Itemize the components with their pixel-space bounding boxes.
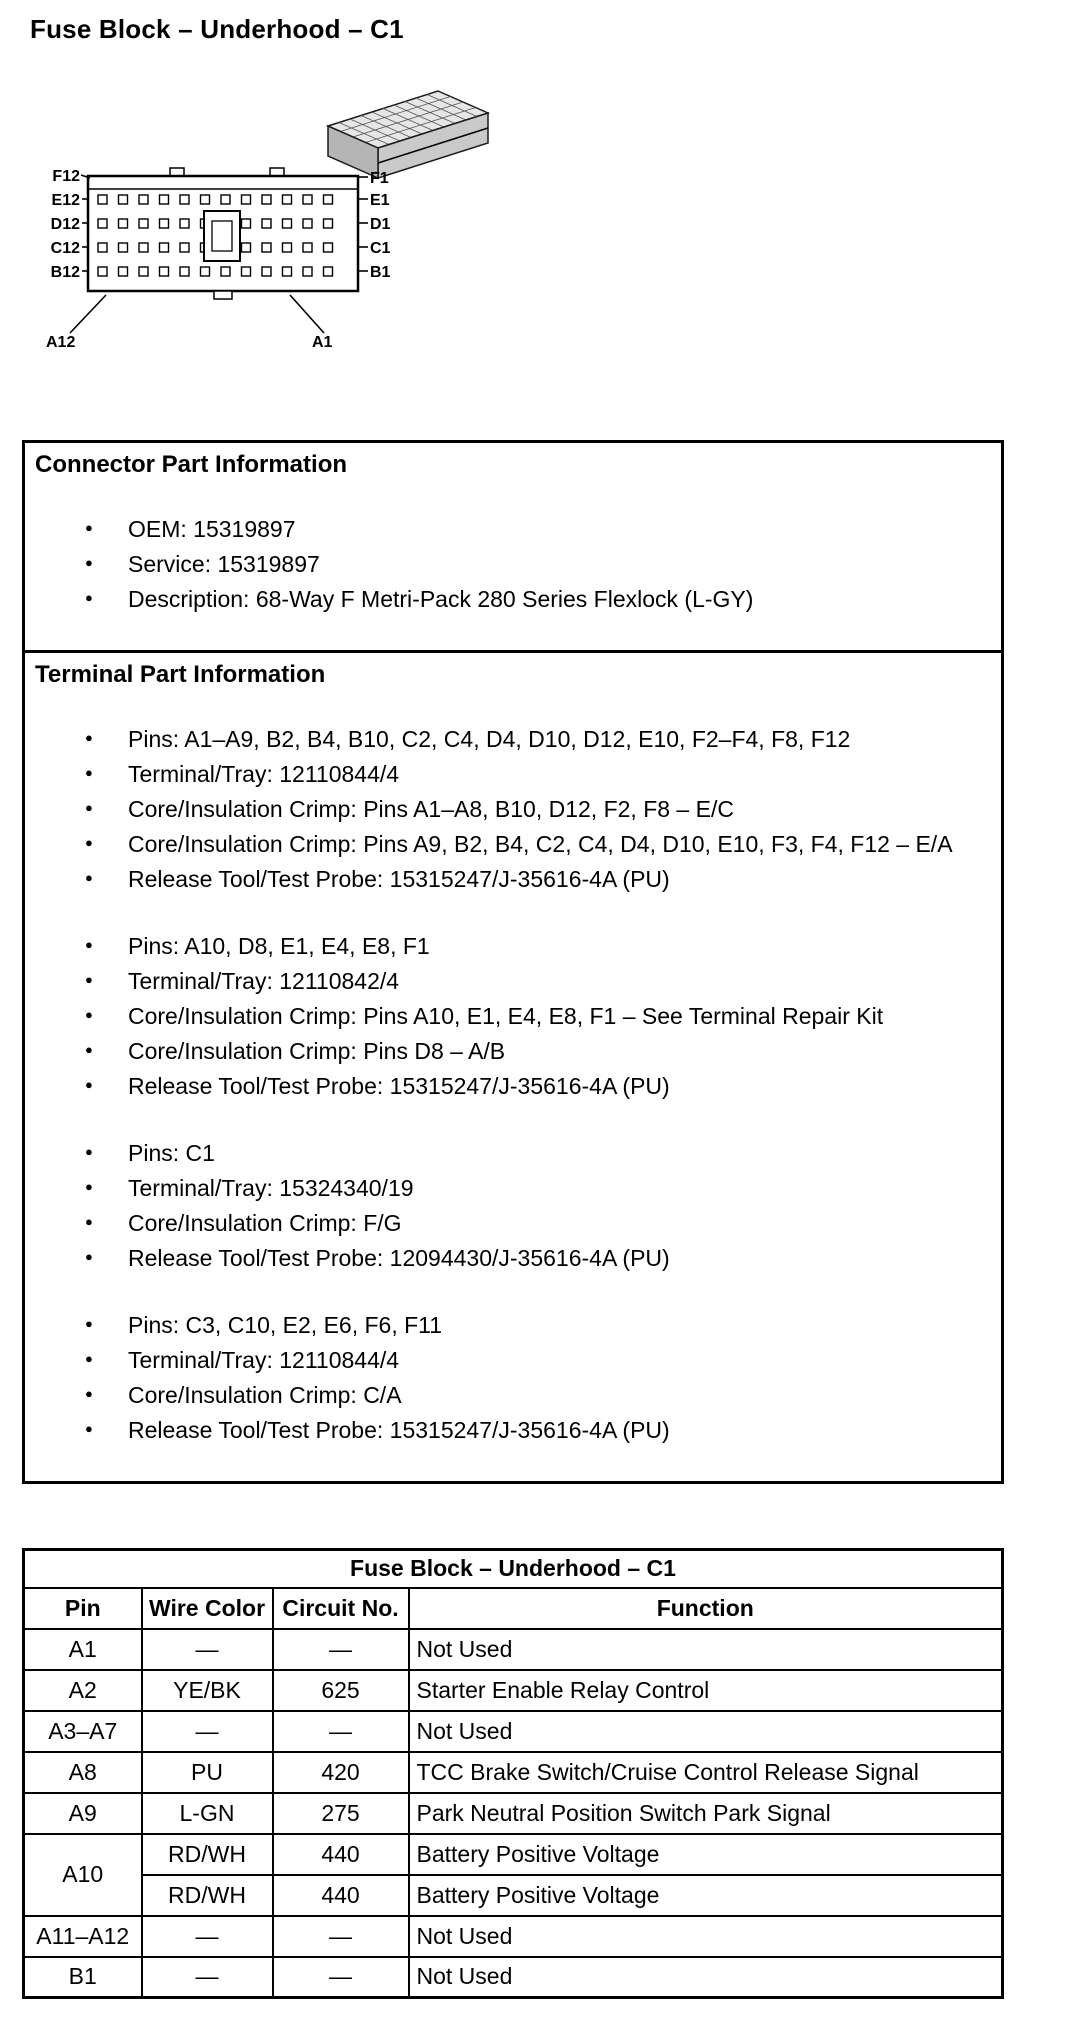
- wire-color-cell: L-GN: [142, 1793, 273, 1834]
- function-cell: Battery Positive Voltage: [409, 1834, 1003, 1875]
- pin-cell: A3–A7: [24, 1711, 142, 1752]
- connector-info-list: [35, 515, 991, 614]
- pin-row-label: C12: [50, 240, 80, 257]
- terminal-info-item: ● Core/Insulation Crimp: Pins A1–A8, B10, D12, F2, F8 – E/C: [35, 795, 991, 824]
- column-header-function: Function: [409, 1588, 1003, 1629]
- connector-diagram-svg: [18, 71, 538, 381]
- terminal-info-item: ● Terminal/Tray: 12110842/4: [35, 967, 991, 996]
- function-cell: TCC Brake Switch/Cruise Control Release Signal: [409, 1752, 1003, 1793]
- pin-cell: A8: [24, 1752, 142, 1793]
- table-row: [24, 1793, 1003, 1834]
- wire-color-cell: RD/WH: [142, 1834, 273, 1875]
- table-row: [24, 1916, 1003, 1957]
- function-cell: Not Used: [409, 1711, 1003, 1752]
- terminal-part-info-section: [25, 650, 1001, 1481]
- circuit-no-cell: —: [273, 1711, 409, 1752]
- table-title: Fuse Block – Underhood – C1: [24, 1550, 1003, 1588]
- terminal-info-item: ● Pins: C1: [35, 1139, 991, 1168]
- terminal-info-item: ● Pins: C3, C10, E2, E6, F6, F11: [35, 1311, 991, 1340]
- pin-row-label: B1: [370, 264, 391, 281]
- terminal-info-item: ● Terminal/Tray: 12110844/4: [35, 1346, 991, 1375]
- terminal-info-item: ● Core/Insulation Crimp: C/A: [35, 1381, 991, 1410]
- connector-info-item: ● OEM: 15319897: [35, 515, 991, 544]
- terminal-info-group: [35, 1311, 991, 1445]
- pin-row-label: E12: [51, 192, 80, 209]
- terminal-info-item: ● Core/Insulation Crimp: Pins A9, B2, B4, C2, C4, D4, D10, E10, F3, F4, F12 – E/A: [35, 830, 991, 859]
- pin-cell: A2: [24, 1670, 142, 1711]
- terminal-info-item: ● Release Tool/Test Probe: 15315247/J-35616-4A (PU): [35, 1072, 991, 1101]
- section-heading: Connector Part Information: [35, 451, 348, 478]
- pinout-table: [22, 1548, 1004, 1999]
- circuit-no-cell: 440: [273, 1875, 409, 1916]
- circuit-no-cell: —: [273, 1916, 409, 1957]
- terminal-info-group: [35, 725, 991, 894]
- bottom-pin-labels: [46, 295, 333, 351]
- connector-face-view: [88, 168, 358, 299]
- table-row: [24, 1875, 1003, 1916]
- function-cell: Starter Enable Relay Control: [409, 1670, 1003, 1711]
- table-row: [24, 1752, 1003, 1793]
- page-title: Fuse Block – Underhood – C1: [30, 14, 404, 44]
- terminal-info-item: ● Release Tool/Test Probe: 12094430/J-35616-4A (PU): [35, 1244, 991, 1273]
- terminal-info-item: ● Core/Insulation Crimp: Pins D8 – A/B: [35, 1037, 991, 1066]
- pin-cell: B1: [24, 1957, 142, 1998]
- center-cavity: [204, 211, 240, 261]
- right-row-labels: [359, 170, 391, 281]
- terminal-info-group: [35, 932, 991, 1101]
- table-row: [24, 1957, 1003, 1998]
- terminal-info-item: ● Terminal/Tray: 12110844/4: [35, 760, 991, 789]
- terminal-info-item: ● Terminal/Tray: 15324340/19: [35, 1174, 991, 1203]
- circuit-no-cell: 420: [273, 1752, 409, 1793]
- connector-diagram: [18, 71, 1072, 386]
- left-row-labels: [51, 168, 90, 281]
- terminal-info-item: ● Pins: A10, D8, E1, E4, E8, F1: [35, 932, 991, 961]
- function-cell: Not Used: [409, 1957, 1003, 1998]
- function-cell: Not Used: [409, 1629, 1003, 1670]
- wire-color-cell: —: [142, 1957, 273, 1998]
- table-row: [24, 1670, 1003, 1711]
- table-row: [24, 1834, 1003, 1875]
- pin-cell: A1: [24, 1629, 142, 1670]
- circuit-no-cell: —: [273, 1629, 409, 1670]
- wire-color-cell: YE/BK: [142, 1670, 273, 1711]
- terminal-info-group: [35, 1139, 991, 1273]
- terminal-info-item: ● Pins: A1–A9, B2, B4, B10, C2, C4, D4, D10, D12, E10, F2–F4, F8, F12: [35, 725, 991, 754]
- column-header-pin: Pin: [24, 1588, 142, 1629]
- function-cell: Not Used: [409, 1916, 1003, 1957]
- connector-info-item: ● Service: 15319897: [35, 550, 991, 579]
- table-row: [24, 1629, 1003, 1670]
- pin-row-label: A12: [46, 334, 76, 351]
- pin-cell: A11–A12: [24, 1916, 142, 1957]
- pin-row-label: F12: [52, 168, 80, 185]
- function-cell: Park Neutral Position Switch Park Signal: [409, 1793, 1003, 1834]
- table-header-row: [24, 1588, 1003, 1629]
- pin-row-label: A1: [312, 334, 333, 351]
- connector-part-info-section: [25, 443, 1001, 650]
- pin-row-label: D12: [50, 216, 80, 233]
- terminal-info-item: ● Release Tool/Test Probe: 15315247/J-35616-4A (PU): [35, 865, 991, 894]
- pin-cell: A10: [24, 1834, 142, 1916]
- iso-connector-view: [328, 91, 488, 178]
- part-information-box: [22, 440, 1004, 1484]
- table-row: [24, 1711, 1003, 1752]
- circuit-no-cell: —: [273, 1957, 409, 1998]
- pin-row-label: D1: [370, 216, 391, 233]
- table-title-row: [24, 1550, 1003, 1588]
- pin-row-label: C1: [370, 240, 391, 257]
- terminal-info-item: ● Core/Insulation Crimp: F/G: [35, 1209, 991, 1238]
- terminal-info-item: ● Core/Insulation Crimp: Pins A10, E1, E4, E8, F1 – See Terminal Repair Kit: [35, 1002, 991, 1031]
- column-header-circuit-no: Circuit No.: [273, 1588, 409, 1629]
- column-header-wire-color: Wire Color: [142, 1588, 273, 1629]
- connector-info-item: ● Description: 68-Way F Metri-Pack 280 Series Flexlock (L-GY): [35, 585, 991, 614]
- terminal-info-item: ● Release Tool/Test Probe: 15315247/J-35616-4A (PU): [35, 1416, 991, 1445]
- wire-color-cell: —: [142, 1711, 273, 1752]
- circuit-no-cell: 275: [273, 1793, 409, 1834]
- wire-color-cell: —: [142, 1629, 273, 1670]
- wire-color-cell: —: [142, 1916, 273, 1957]
- circuit-no-cell: 440: [273, 1834, 409, 1875]
- wire-color-cell: RD/WH: [142, 1875, 273, 1916]
- pin-row-label: B12: [50, 264, 80, 281]
- section-heading: Terminal Part Information: [35, 661, 326, 688]
- pin-cell: A9: [24, 1793, 142, 1834]
- pin-row-label: F1: [370, 170, 389, 187]
- wire-color-cell: PU: [142, 1752, 273, 1793]
- pin-row-label: E1: [370, 192, 390, 209]
- circuit-no-cell: 625: [273, 1670, 409, 1711]
- function-cell: Battery Positive Voltage: [409, 1875, 1003, 1916]
